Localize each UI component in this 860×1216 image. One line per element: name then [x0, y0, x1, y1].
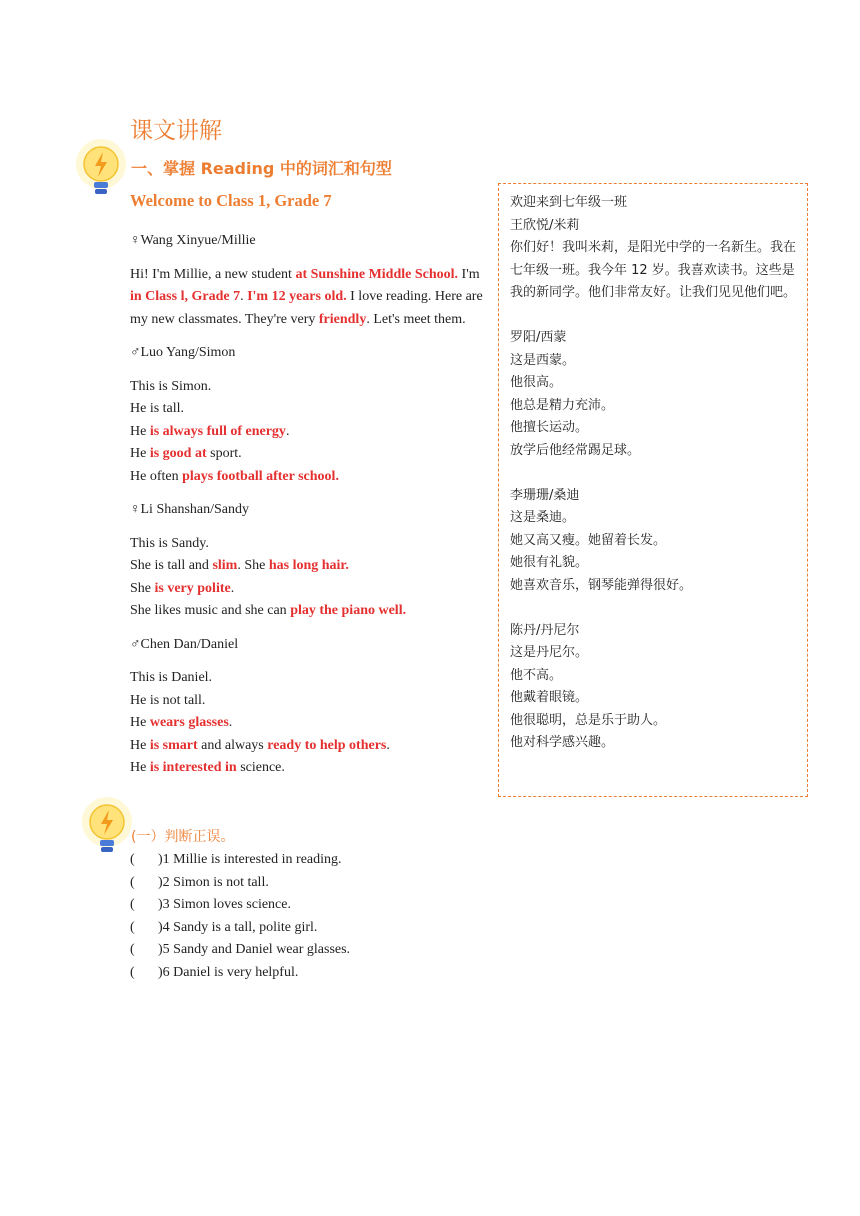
exercise-item: ( )1 Millie is interested in reading.: [130, 849, 350, 872]
translation-line: 她很有礼貌。: [510, 555, 589, 570]
answer-blank[interactable]: (: [130, 919, 135, 935]
daniel-line: He is smart and always ready to help others.: [130, 737, 390, 753]
section-heading: 一、掌握 Reading 中的词汇和句型: [131, 159, 392, 178]
sandy-line: She is very polite.: [130, 580, 235, 596]
daniel-line: He is not tall.: [130, 692, 206, 708]
exercise-item: ( )5 Sandy and Daniel wear glasses.: [130, 939, 350, 962]
translation-line: 这是西蒙。: [510, 352, 576, 368]
sandy-line: She is tall and slim. She has long hair.: [130, 558, 349, 573]
daniel-line: This is Daniel.: [130, 670, 213, 685]
translation-line: 她喜欢音乐，钢琴能弹得很好。: [510, 577, 693, 593]
answer-blank[interactable]: (: [130, 852, 135, 867]
translation-line: 他很聪明，总是乐于助人。: [510, 712, 667, 728]
simon-name: ♂Luo Yang/Simon: [130, 345, 236, 360]
reading-title: Welcome to Class 1, Grade 7: [130, 191, 332, 210]
exercise-item: ( )3 Simon loves science.: [130, 894, 350, 917]
simon-line: He is good at sport.: [130, 446, 242, 461]
sandy-line: This is Sandy.: [130, 535, 209, 551]
translation-line: 欢迎来到七年级一班: [510, 195, 628, 210]
translation-line: 他擅长运动。: [510, 420, 589, 435]
translation-line: 李珊珊/桑迪: [510, 487, 580, 503]
translation-line: 这是丹尼尔。: [510, 645, 589, 660]
exercise-item: ( )2 Simon is not tall.: [130, 872, 350, 895]
translation-paragraph: 你们好！我叫米莉，是阳光中学的一名新生。我在七年级一班。我今年 12 岁。我喜欢读书。这些是我的新同学。他们非常友好。让我们见见他们吧。: [510, 240, 797, 300]
reading-text: [130, 230, 492, 780]
answer-blank[interactable]: (: [130, 874, 135, 890]
translation-line: 他戴着眼镜。: [510, 690, 589, 705]
translation-line: 他不高。: [510, 667, 563, 683]
daniel-line: He wears glasses.: [130, 715, 233, 730]
daniel-line: He is interested in science.: [130, 760, 285, 775]
translation-line: 陈丹/丹尼尔: [510, 622, 580, 638]
translation-line: 王欣悦/米莉: [510, 217, 580, 233]
simon-line: He often plays football after school.: [130, 468, 339, 484]
sandy-name: ♀Li Shanshan/Sandy: [130, 502, 249, 517]
answer-blank[interactable]: (: [130, 964, 135, 980]
page-title: 课文讲解: [130, 118, 222, 144]
translation-box: [498, 183, 808, 797]
exercise-list: [130, 849, 350, 985]
translation-line: 他很高。: [510, 375, 563, 390]
translation-line: 他总是精力充沛。: [510, 397, 615, 413]
translation-line: 罗阳/西蒙: [510, 330, 567, 345]
exercise-item: ( )6 Daniel is very helpful.: [130, 962, 350, 985]
exercise-item: ( )4 Sandy is a tall, polite girl.: [130, 917, 350, 940]
translation-line: 他对科学感兴趣。: [510, 735, 615, 750]
translation-line: 放学后他经常踢足球。: [510, 442, 641, 458]
answer-blank[interactable]: (: [130, 942, 135, 958]
lightbulb-icon: [76, 794, 138, 860]
millie-name: ♀Wang Xinyue/Millie: [130, 233, 256, 248]
exercise-heading: (一）判断正误。: [131, 829, 235, 845]
millie-paragraph: Hi! I'm Millie, a new student at Sunshine Middle School. I'm in Class l, Grade 7. I'm 12 years old. I love reading. Here are my new classmates. They're very friendly. Let's meet them.: [130, 266, 483, 327]
lightbulb-icon: [70, 136, 132, 202]
translation-line: 她又高又瘦。她留着长发。: [510, 532, 667, 548]
simon-line: He is tall.: [130, 401, 185, 416]
answer-blank[interactable]: (: [130, 897, 135, 913]
sandy-line: She likes music and she can play the piano well.: [130, 603, 407, 618]
simon-line: He is always full of energy.: [130, 423, 290, 439]
daniel-name: ♂Chen Dan/Daniel: [130, 636, 239, 652]
simon-line: This is Simon.: [130, 378, 212, 394]
translation-line: 这是桑迪。: [510, 510, 576, 525]
